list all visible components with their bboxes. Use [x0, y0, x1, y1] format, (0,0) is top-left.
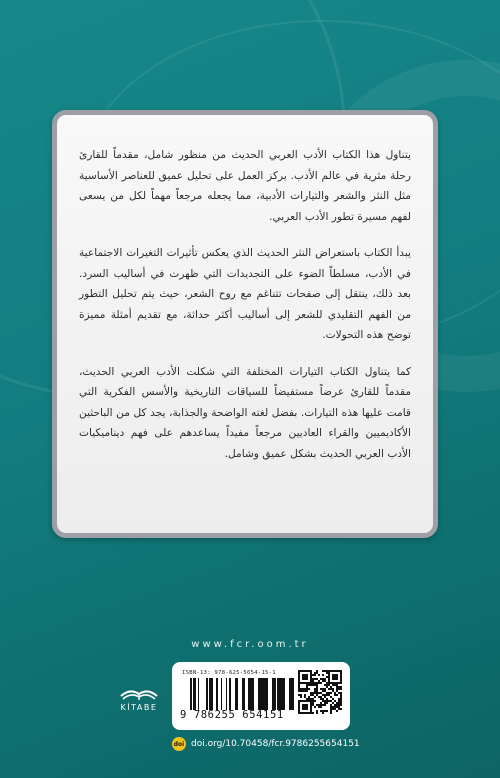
qr-code-icon: [298, 670, 342, 714]
description-paragraph: كما يتناول الكتاب التيارات المختلفة التي شكلت الأدب العربي الحديث، مقدماً للقارئ عرضاً مستفيضاً للسياقات التاريخية والأسس الفكرية التي قامت عليها هذه التيارات. بفضل لغته الواضحة والجذابة، يجد كل من الباحثين الأكاديميين والقراء العاديين مرجعاً مفيداً يساعدهم على فهم ديناميكيات الأدب العربي الحديث بشكل عميق وشامل.: [79, 365, 411, 460]
doi-link[interactable]: [172, 737, 360, 751]
website-url[interactable]: www.fcr.oom.tr: [191, 639, 309, 650]
publisher-logo: [112, 684, 166, 712]
description-card: [52, 110, 438, 538]
barcode-digits: 9 786255 654151: [180, 709, 284, 721]
description-paragraph: يبدأ الكتاب باستعراض النثر الحديث الذي يعكس تأثيرات التغيرات الاجتماعية في الأدب، مسلطاً الضوء على التجديدات التي ظهرت في أساليب السرد. بعد ذلك، ينتقل إلى صفحات تتناغم مع روح الشعر، حيث يتم تحليل التطور من الفهم التقليدي للشعر إلى أساليب أكثر حداثة، مع تقديم أمثلة مميزة توضح هذه التحولات.: [79, 247, 411, 341]
barcode-icon: [190, 678, 294, 710]
book-icon: [119, 684, 159, 702]
barcode-box: [172, 662, 350, 730]
description-paragraph: يتناول هذا الكتاب الأدب العربي الحديث من منظور شامل، مقدماً للقارئ رحلة مثرية في عالم الأدب. يركز العمل على تحليل عميق للعناصر الأساسية مثل النثر والشعر والتيارات الأدبية، مما يجعله مرجعاً مهماً لكل من يسعى لفهم مسيرة تطور الأدب العربي.: [79, 149, 411, 223]
doi-icon: doi: [172, 737, 186, 751]
doi-text: doi.org/10.70458/fcr.9786255654151: [191, 739, 360, 749]
isbn-label: ISBN-13: 978-625-5654-15-1: [182, 670, 276, 676]
publisher-logo-text: KİTABE: [120, 703, 158, 712]
